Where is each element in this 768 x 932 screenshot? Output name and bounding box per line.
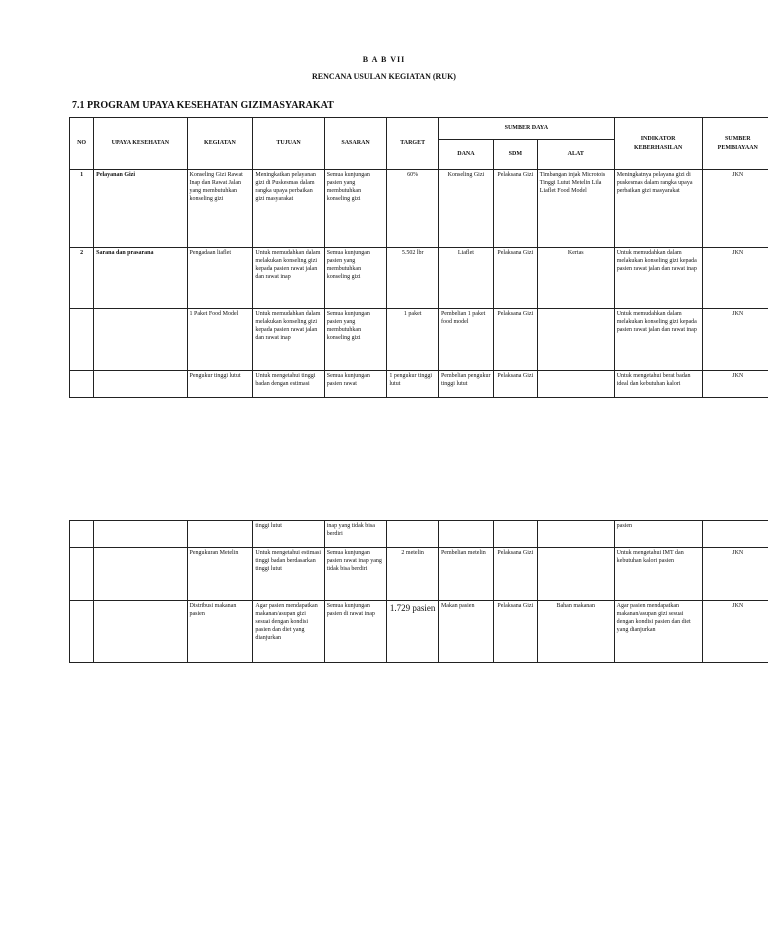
cell-alat [537, 548, 614, 601]
cell-indikator: pasien [614, 521, 702, 548]
section-heading: 7.1 PROGRAM UPAYA KESEHATAN GIZIMASYARAKAT [72, 100, 334, 111]
cell-tujuan: Untuk mengetahui tinggi badan dengan estimasi [253, 371, 324, 398]
header-sumber-pembiayaan: SUMBER PEMBIAYAAN [702, 118, 768, 170]
cell-sasaran: inap yang tidak bisa berdiri [324, 521, 387, 548]
cell-pembiayaan [702, 521, 768, 548]
cell-no [70, 601, 94, 663]
cell-alat [537, 521, 614, 548]
header-kegiatan: KEGIATAN [187, 118, 253, 170]
table-row [70, 548, 768, 601]
cell-sdm: Pelaksana Gizi [493, 371, 537, 398]
cell-target [387, 521, 439, 548]
cell-kegiatan: Pengukuran Metelin [187, 548, 253, 601]
cell-indikator: Untuk memudahkan dalam melakukan konseling gizi kepada pasien rawat jalan dan rawat inap [614, 248, 702, 309]
cell-alat [537, 371, 614, 398]
cell-sasaran: Semua kunjungan pasien yang membutuhkan konseling gizi [324, 248, 387, 309]
cell-alat: Timbangan injak Microtois Tinggi Lutut Metelin Lila Liaflet Food Model [537, 170, 614, 248]
cell-alat [537, 309, 614, 371]
cell-kegiatan: Distribusi makanan pasien [187, 601, 253, 663]
cell-sasaran: Semua kunjungan pasien rawat inap yang tidak bisa berdiri [324, 548, 387, 601]
cell-pembiayaan: JKN [702, 548, 768, 601]
header-upaya: UPAYA KESEHATAN [94, 118, 187, 170]
cell-dana [438, 521, 493, 548]
cell-target: 1 pengukur tinggi lutut [387, 371, 439, 398]
cell-pembiayaan: JKN [702, 601, 768, 663]
chapter-title: B A B VII [362, 55, 406, 64]
cell-tujuan: Agar pasien mendapatkan makanan/asupan gizi sesuai dengan kondisi pasien dan diet yang dianjurkan [253, 601, 324, 663]
table-row [70, 371, 768, 398]
cell-target: 60% [387, 170, 439, 248]
cell-no: 1 [70, 170, 94, 248]
cell-pembiayaan: JKN [702, 248, 768, 309]
cell-sasaran: Semua kunjungan pasien di rawat inap [324, 601, 387, 663]
cell-sdm: Pelaksana Gizi [493, 248, 537, 309]
cell-upaya [94, 371, 187, 398]
cell-sdm: Pelaksana Gizi [493, 548, 537, 601]
ruk-table-continued [69, 520, 768, 663]
cell-target: 2 metelin [387, 548, 439, 601]
header-indikator: INDIKATOR KEBERHASILAN [614, 118, 702, 170]
cell-indikator: Untuk memudahkan dalam melakukan konseling gizi kepada pasien rawat jalan dan rawat inap [614, 309, 702, 371]
table-row [70, 170, 768, 248]
cell-sdm: Pelaksana Gizi [493, 309, 537, 371]
header-no: NO [70, 118, 94, 170]
cell-target: 1.729 pasien [387, 601, 439, 663]
cell-tujuan: Untuk memudahkan dalam melakukan konseling gizi kepada pasien rawat jalan dan rawat inap [253, 309, 324, 371]
cell-alat: Kertas [537, 248, 614, 309]
cell-kegiatan: 1 Paket Food Model [187, 309, 253, 371]
cell-sdm [493, 521, 537, 548]
cell-no [70, 548, 94, 601]
cell-alat: Bahan makanan [537, 601, 614, 663]
cell-dana: Konseling Gizi [438, 170, 493, 248]
cell-tujuan: Untuk memudahkan dalam melakukan konseling gizi kepada pasien rawat jalan dan rawat inap [253, 248, 324, 309]
cell-indikator: Meningkatnya pelayana gizi di puskesmas dalam rangka upaya perbaikan gizi masyarakat [614, 170, 702, 248]
cell-sdm: Pelaksana Gizi [493, 170, 537, 248]
cell-no [70, 371, 94, 398]
cell-upaya [94, 309, 187, 371]
cell-pembiayaan: JKN [702, 309, 768, 371]
header-sasaran: SASARAN [324, 118, 387, 170]
table-row [70, 521, 768, 548]
table-row [70, 309, 768, 371]
cell-pembiayaan: JKN [702, 170, 768, 248]
cell-indikator: Untuk mengetahui berat badan ideal dan kebutuhan kalori [614, 371, 702, 398]
header-tujuan: TUJUAN [253, 118, 324, 170]
cell-upaya: Pelayanan Gizi [94, 170, 187, 248]
cell-indikator: Agar pasien mendapatkan makanan/asupan gizi sesuai dengan kondisi pasien dan diet yang dianjurkan [614, 601, 702, 663]
cell-no [70, 309, 94, 371]
cell-kegiatan: Pengadaan liaflet [187, 248, 253, 309]
cell-upaya [94, 521, 187, 548]
cell-upaya: Sarana dan prasarana [94, 248, 187, 309]
cell-dana: Pembelian metelin [438, 548, 493, 601]
header-sumber-daya: SUMBER DAYA [438, 118, 614, 140]
cell-dana: Pembelian 1 paket food model [438, 309, 493, 371]
cell-dana: Liaflet [438, 248, 493, 309]
cell-tujuan: Untuk mengetahui estimasi tinggi badan berdasarkan tinggi lutut [253, 548, 324, 601]
cell-pembiayaan: JKN [702, 371, 768, 398]
cell-sdm: Pelaksana Gizi [493, 601, 537, 663]
header-alat: ALAT [537, 140, 614, 170]
cell-kegiatan [187, 521, 253, 548]
cell-target: 1 paket [387, 309, 439, 371]
cell-sasaran: Semua kunjungan pasien rawat [324, 371, 387, 398]
cell-indikator: Untuk mengetahui IMT dan kebutuhan kalori pasien [614, 548, 702, 601]
cell-tujuan: tinggi lutut [253, 521, 324, 548]
cell-target: 5.502 lbr [387, 248, 439, 309]
table-row [70, 601, 768, 663]
cell-sasaran: Semua kunjungan pasien yang membutuhkan konseling gizi [324, 309, 387, 371]
cell-kegiatan: Konseling Gizi Rawat Inap dan Rawat Jalan yang membutuhkan konseling gizi [187, 170, 253, 248]
cell-kegiatan: Pengukur tinggi lutut [187, 371, 253, 398]
cell-sasaran: Semua kunjungan pasien yang membutuhkan konseling gizi [324, 170, 387, 248]
cell-upaya [94, 548, 187, 601]
header-target: TARGET [387, 118, 439, 170]
header-sdm: SDM [493, 140, 537, 170]
table-row [70, 248, 768, 309]
ruk-table [69, 117, 768, 398]
cell-no: 2 [70, 248, 94, 309]
cell-dana: Pembelian pengukur tinggi lutut [438, 371, 493, 398]
header-dana: DANA [438, 140, 493, 170]
cell-upaya [94, 601, 187, 663]
cell-tujuan: Meningkatkan pelayanan gizi di Puskesmas dalam rangka upaya perbaikan gizi masyarakat [253, 170, 324, 248]
cell-dana: Makan pasien [438, 601, 493, 663]
document-subtitle: RENCANA USULAN KEGIATAN (RUK) [312, 72, 456, 81]
cell-no [70, 521, 94, 548]
